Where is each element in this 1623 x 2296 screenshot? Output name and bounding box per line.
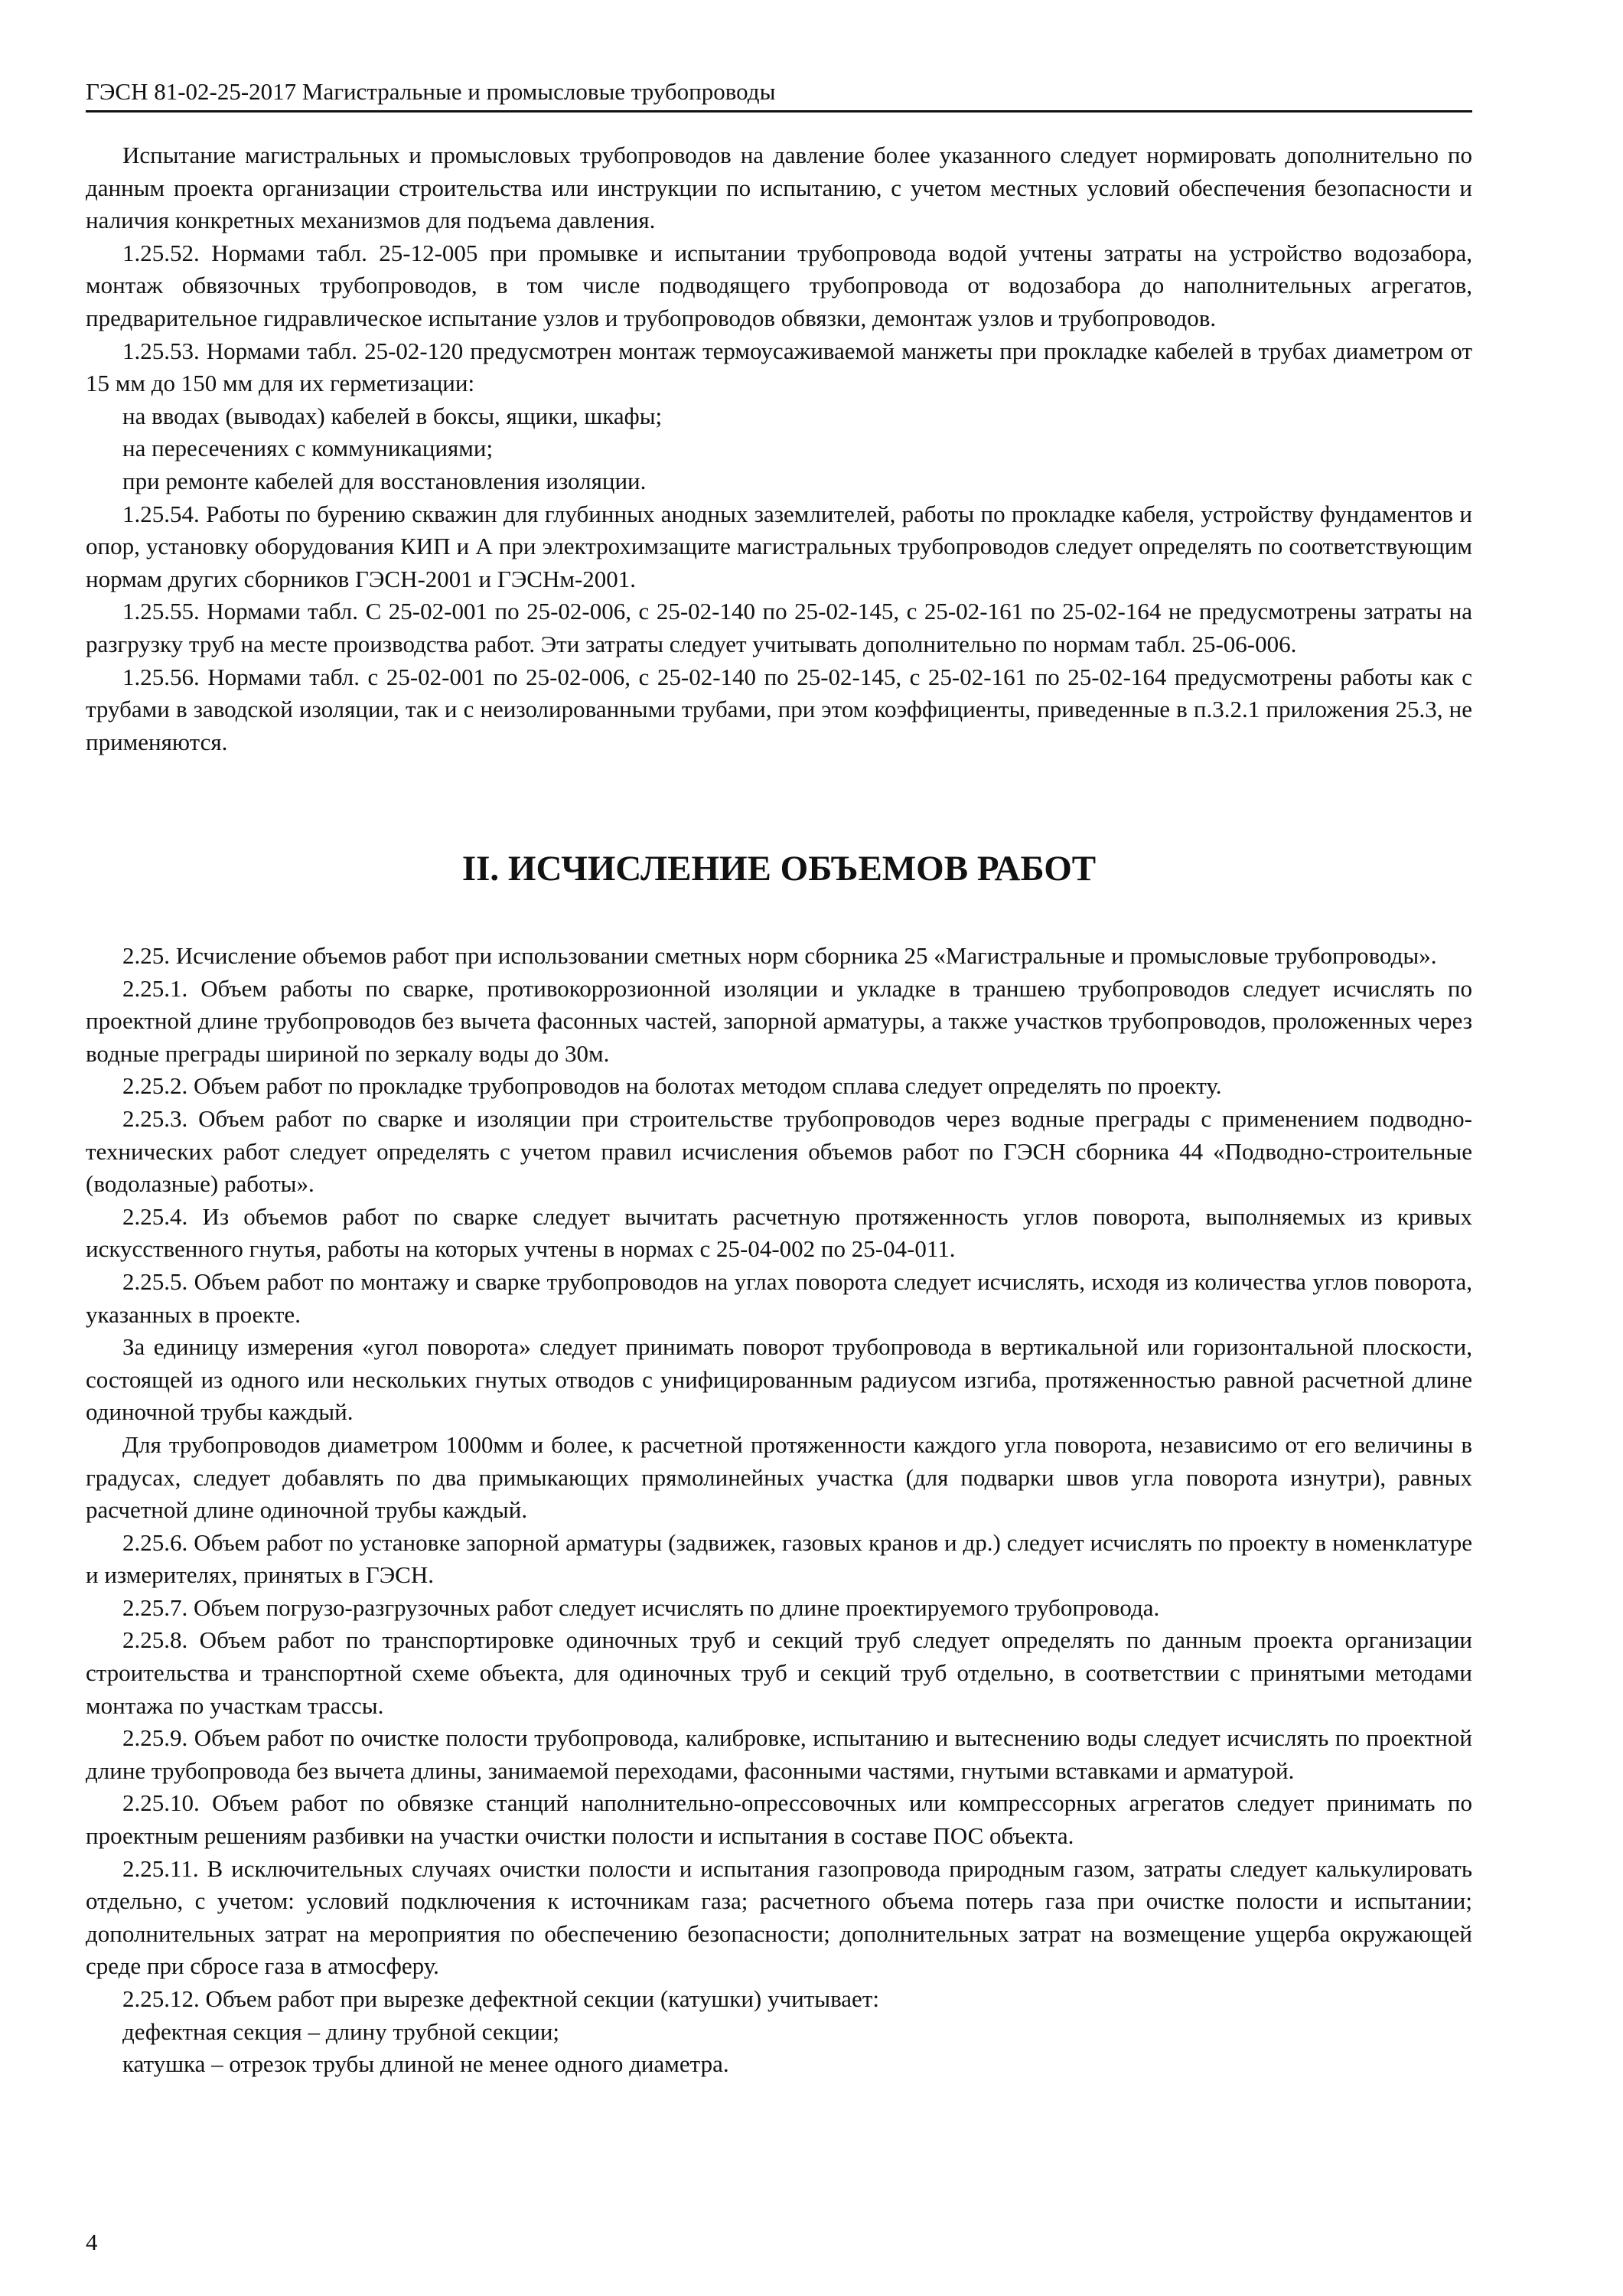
paragraph: катушка – отрезок трубы длиной не менее одного диаметра.	[122, 2050, 729, 2078]
paragraph: при ремонте кабелей для восстановления изоляции.	[122, 467, 647, 494]
paragraph: 1.25.54. Работы по бурению скважин для глубинных анодных заземлителей, работы по прокладке кабеля, устройству фундаментов и опор, установку оборудования КИП и А при электрохимзащите магистральных трубопроводов следует определять по соответствующим нормам других сборников ГЭСН-2001 и ГЭСНм-2001.	[86, 500, 1472, 592]
paragraph: на вводах (выводах) кабелей в боксы, ящики, шкафы;	[122, 402, 663, 429]
paragraph: 2.25.7. Объем погрузо-разгрузочных работ следует исчислять по длине проектируемого трубопровода.	[122, 1593, 1160, 1621]
paragraph: 2.25.6. Объем работ по установке запорной арматуры (задвижек, газовых кранов и др.) следует исчислять по проекту в номенклатуре и измерителях, принятых в ГЭСН.	[86, 1528, 1472, 1589]
paragraph: 1.25.52. Нормами табл. 25-12-005 при промывке и испытании трубопровода водой учтены затраты на устройство водозабора, монтаж обвязочных трубопроводов, в том числе подводящего трубопровода от водозабора до наполнительных агрегатов, предварительное гидравлическое испытание узлов и трубопроводов обвязки, демонтаж узлов и трубопроводов.	[86, 239, 1472, 331]
paragraph: 2.25.4. Из объемов работ по сварке следует вычитать расчетную протяженность углов поворота, выполняемых из кривых искусственного гнутья, работы на которых учтены в нормах с 25-04-002 по 25-04-011.	[86, 1202, 1472, 1263]
paragraph: 2.25.3. Объем работ по сварке и изоляции при строительстве трубопроводов через водные преграды с применением подводно-технических работ следует определять с учетом правил исчисления объемов работ по ГЭСН сборника 44 «Подводно-строительные (водолазные) работы».	[86, 1104, 1472, 1198]
paragraph: 2.25.11. В исключительных случаях очистки полости и испытания газопровода природным газом, затраты следует калькулировать отдельно, с учетом: условий подключения к источникам газа; расчетного объема потерь газа при очистке полости и испытании; дополнительных затрат на мероприятия по обеспечению безопасности; дополнительных затрат на возмещение ущерба окружающей среде при сбросе газа в атмосферу.	[86, 1854, 1472, 1980]
paragraph: дефектная секция – длину трубной секции;	[122, 2017, 560, 2045]
paragraph: 1.25.55. Нормами табл. С 25-02-001 по 25-02-006, с 25-02-140 по 25-02-145, с 25-02-161 по 25-02-164 не предусмотрены затраты на разгрузку труб на месте производства работ. Эти затраты следует учитывать дополнительно по нормам табл. 25-06-006.	[86, 598, 1472, 657]
running-header: ГЭСН 81-02-25-2017 Магистральные и промысловые трубопроводы	[86, 75, 1472, 113]
page-number: 4	[86, 2229, 98, 2255]
paragraph: на пересечениях с коммуникациями;	[122, 435, 494, 462]
paragraph: Для трубопроводов диаметром 1000мм и более, к расчетной протяженности каждого угла поворота, независимо от его величины в градусах, следует добавлять по два примыкающих прямолинейных участка (для подварки швов угла поворота изнутри), равных расчетной длине одиночной трубы каждый.	[86, 1430, 1472, 1524]
paragraph: 2.25. Исчисление объемов работ при использовании сметных норм сборника 25 «Магистральные и промысловые трубопроводы».	[122, 942, 1437, 969]
paragraph: 1.25.56. Нормами табл. с 25-02-001 по 25-02-006, с 25-02-140 по 25-02-145, с 25-02-161 по 25-02-164 предусмотрены работы как с трубами в заводской изоляции, так и с неизолированными трубами, при этом коэффициенты, приведенные в п.3.2.1 приложения 25.3, не применяются.	[86, 663, 1472, 755]
paragraph: 2.25.2. Объем работ по прокладке трубопроводов на болотах методом сплава следует определять по проекту.	[122, 1072, 1222, 1100]
section-heading: II. ИСЧИСЛЕНИЕ ОБЪЕМОВ РАБОТ	[461, 849, 1097, 889]
section-1-text	[86, 139, 1472, 758]
paragraph: 2.25.10. Объем работ по обвязке станций наполнительно-опрессовочных или компрессорных агрегатов следует принимать по проектным решениям разбивки на участки очистки полости и испытания в составе ПОС объекта.	[86, 1789, 1472, 1850]
section-2-text	[86, 940, 1472, 2081]
paragraph: 2.25.9. Объем работ по очистке полости трубопровода, калибровке, испытанию и вытеснению воды следует исчислять по проектной длине трубопровода без вычета длины, занимаемой переходами, фасонными частями, гнутыми вставками и арматурой.	[86, 1724, 1472, 1784]
paragraph: 2.25.8. Объем работ по транспортировке одиночных труб и секций труб следует определять по данным проекта организации строительства и транспортной схеме объекта, для одиночных труб и секций труб отдельно, в соответствии с принятыми методами монтажа по участкам трассы.	[86, 1626, 1472, 1719]
paragraph: Испытание магистральных и промысловых трубопроводов на давление более указанного следует нормировать дополнительно по данным проекта организации строительства или инструкции по испытанию, с учетом местных условий обеспечения безопасности и наличия конкретных механизмов для подъема давления.	[86, 142, 1472, 234]
paragraph: За единицу измерения «угол поворота» следует принимать поворот трубопровода в вертикальной или горизонтальной плоскости, состоящей из одного или нескольких гнутых отводов с унифицированным радиусом изгиба, протяженностью равной расчетной длине одиночной трубы каждый.	[86, 1333, 1472, 1426]
paragraph: 2.25.1. Объем работы по сварке, противокоррозионной изоляции и укладке в траншею трубопроводов следует исчислять по проектной длине трубопроводов без вычета фасонных частей, запорной арматуры, а также участков трубопроводов, проложенных через водные преграды шириной по зеркалу воды до 30м.	[86, 974, 1472, 1067]
paragraph: 2.25.12. Объем работ при вырезке дефектной секции (катушки) учитывает:	[122, 1985, 879, 2012]
paragraph: 1.25.53. Нормами табл. 25-02-120 предусмотрен монтаж термоусаживаемой манжеты при прокладке кабелей в трубах диаметром от 15 мм до 150 мм для их герметизации:	[86, 337, 1472, 397]
paragraph: 2.25.5. Объем работ по монтажу и сварке трубопроводов на углах поворота следует исчислять, исходя из количества углов поворота, указанных в проекте.	[86, 1267, 1472, 1328]
